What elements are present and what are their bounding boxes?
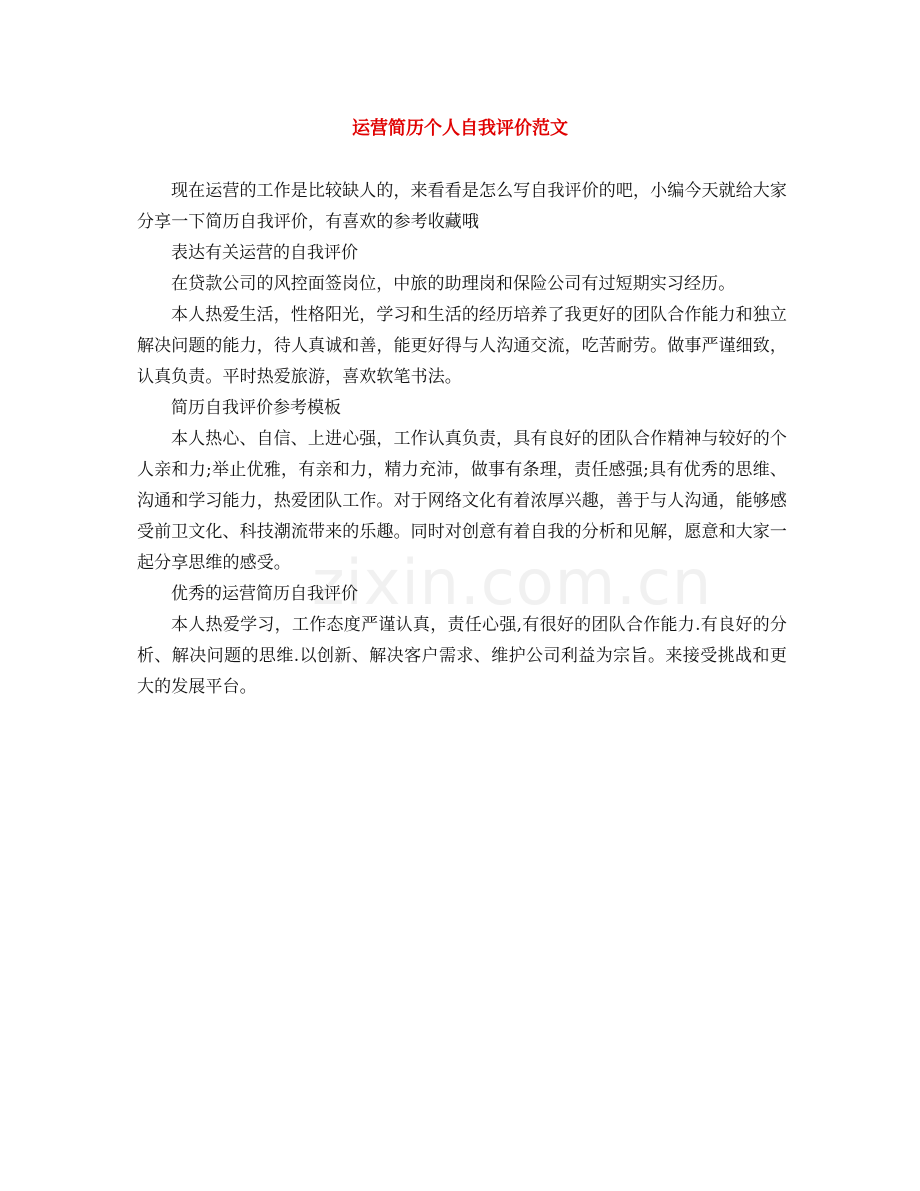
section-heading-template: 简历自我评价参考模板 xyxy=(171,398,341,418)
internship-paragraph: 在贷款公司的风控面签岗位，中旅的助理岗和保险公司有过短期实习经历。 xyxy=(171,274,736,294)
excellent-paragraph: 本人热爱学习，工作态度严谨认真，责任心强,有很好的团队合作能力.有良好的分析、解决问题的思维.以创新、解决客户需求、维护公司利益为宗旨。来接受挑战和更大的发展平台。 xyxy=(137,615,787,697)
template-paragraph: 本人热心、自信、上进心强，工作认真负责，具有良好的团队合作精神与较好的个人亲和力;举止优雅，有亲和力，精力充沛，做事有条理，责任感强;具有优秀的思维、沟通和学习能力，热爱团队工作。对于网络文化有着浓厚兴趣，善于与人沟通，能够感受前卫文化、科技潮流带来的乐趣。同时对创意有着自我的分析和见解，愿意和大家一起分享思维的感受。 xyxy=(137,429,787,573)
personality-paragraph: 本人热爱生活，性格阳光，学习和生活的经历培养了我更好的团队合作能力和独立解决问题的能力，待人真诚和善，能更好得与人沟通交流，吃苦耐劳。做事严谨细致，认真负责。平时热爱旅游，喜欢软笔书法。 xyxy=(137,305,787,387)
intro-paragraph: 现在运营的工作是比较缺人的，来看看是怎么写自我评价的吧，小编今天就给大家分享一下简历自我评价，有喜欢的参考收藏哦 xyxy=(137,181,787,232)
document-title: 运营简历个人自我评价范文 xyxy=(352,118,568,139)
watermark-text: zixin.com.cn xyxy=(312,546,713,619)
section-heading-excellent: 优秀的运营简历自我评价 xyxy=(171,584,358,604)
section-heading-operations-evaluation: 表达有关运营的自我评价 xyxy=(171,243,358,263)
document-body xyxy=(137,176,787,703)
